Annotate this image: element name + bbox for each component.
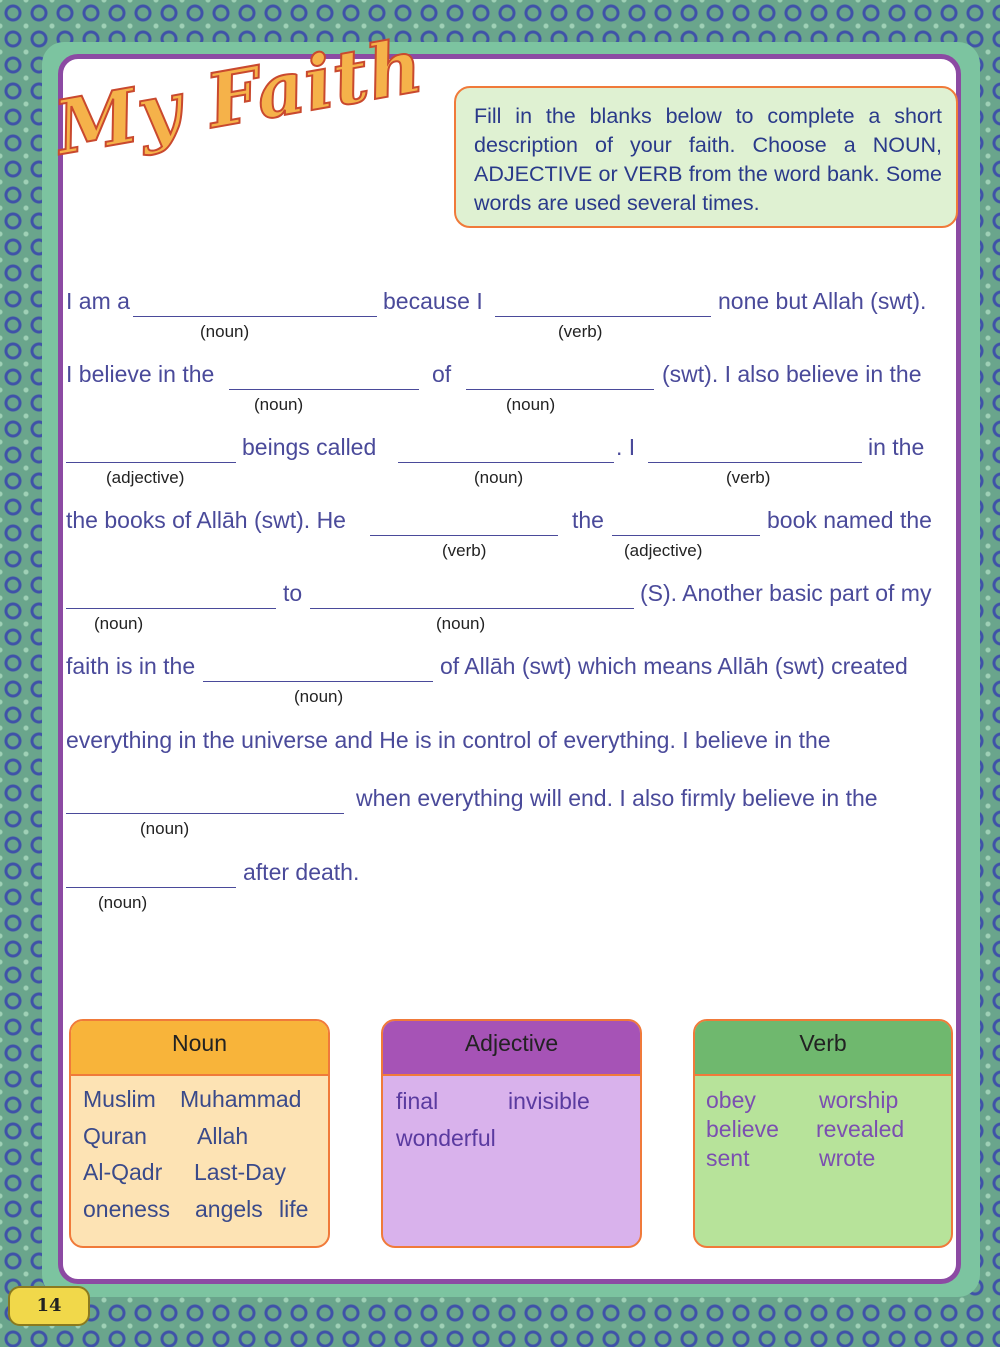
blank-noun[interactable] [398, 462, 614, 463]
word-item: obey [706, 1087, 756, 1113]
page-number: 14 [8, 1286, 90, 1326]
line-text: the books of Allāh (swt). He [66, 507, 346, 533]
hint-label: (noun) [254, 395, 304, 414]
word-item: wonderful [396, 1125, 496, 1151]
hint-label: (verb) [726, 468, 771, 487]
line-text: to [283, 580, 303, 606]
line-text: none but Allah (swt). [718, 288, 927, 314]
line-text: after death. [243, 859, 360, 885]
word-item: life [279, 1196, 309, 1222]
blank-verb[interactable] [370, 535, 558, 536]
hint-label: (adjective) [106, 468, 185, 487]
bank-heading: Adjective [383, 1021, 640, 1076]
word-item: invisible [508, 1088, 590, 1114]
blank-noun[interactable] [310, 608, 634, 609]
blank-noun[interactable] [66, 608, 276, 609]
blank-adjective[interactable] [66, 462, 236, 463]
line-text: (S). Another basic part of my [640, 580, 932, 606]
line-text: beings called [242, 434, 377, 460]
hint-label: (noun) [436, 614, 486, 633]
line-text: (swt). I also believe in the [662, 361, 922, 387]
verb-word-bank [693, 1019, 953, 1248]
blank-noun[interactable] [466, 389, 654, 390]
line-text: book named the [767, 507, 932, 533]
blank-verb[interactable] [495, 316, 711, 317]
line-text: the [572, 507, 604, 533]
word-item: Quran [83, 1123, 147, 1149]
word-item: angels [195, 1196, 263, 1222]
hint-label: (verb) [558, 322, 603, 341]
page-title: My Faith [49, 22, 430, 172]
word-item: final [396, 1088, 439, 1114]
word-item: believe [706, 1116, 779, 1142]
hint-label: (verb) [442, 541, 487, 560]
instructions-box: Fill in the blanks below to complete a short description of your faith. Choose a NOUN, ADJECTIVE or VERB from the word bank. Some words are used several times. [454, 86, 958, 228]
hint-label: (noun) [200, 322, 250, 341]
line-text: in the [868, 434, 925, 460]
hint-label: (noun) [474, 468, 524, 487]
blank-noun[interactable] [66, 887, 236, 888]
line-text: I believe in the [66, 361, 215, 387]
word-item: Allah [197, 1123, 249, 1149]
word-item: Muhammad [180, 1086, 302, 1112]
word-item: Al-Qadr [83, 1159, 163, 1185]
blank-noun[interactable] [66, 813, 344, 814]
bank-heading: Verb [695, 1021, 951, 1076]
blank-adjective[interactable] [612, 535, 760, 536]
hint-label: (noun) [140, 819, 190, 838]
hint-label: (noun) [94, 614, 144, 633]
line-text: everything in the universe and He is in control of everything. I believe in the [66, 727, 831, 753]
hint-label: (noun) [294, 687, 344, 706]
blank-noun[interactable] [229, 389, 419, 390]
line-text: when everything will end. I also firmly believe in the [356, 785, 878, 811]
line-text: because I [383, 288, 483, 314]
blank-verb[interactable] [648, 462, 862, 463]
word-item: wrote [819, 1145, 876, 1171]
word-item: worship [819, 1087, 899, 1113]
line-text: of [432, 361, 452, 387]
hint-label: (adjective) [624, 541, 703, 560]
bank-heading: Noun [71, 1021, 328, 1076]
blank-noun[interactable] [203, 681, 433, 682]
hint-label: (noun) [506, 395, 556, 414]
line-text: . I [616, 434, 636, 460]
word-item: Muslim [83, 1086, 156, 1112]
word-item: Last-Day [194, 1159, 287, 1185]
noun-word-bank [69, 1019, 330, 1248]
word-item: revealed [816, 1116, 905, 1142]
adjective-word-bank [381, 1019, 642, 1248]
line-text: faith is in the [66, 653, 196, 679]
word-item: sent [706, 1145, 750, 1171]
line-text: of Allāh (swt) which means Allāh (swt) created [440, 653, 908, 679]
blank-noun[interactable] [133, 316, 377, 317]
line-text: I am a [66, 288, 130, 314]
word-item: oneness [83, 1196, 170, 1222]
hint-label: (noun) [98, 893, 148, 912]
